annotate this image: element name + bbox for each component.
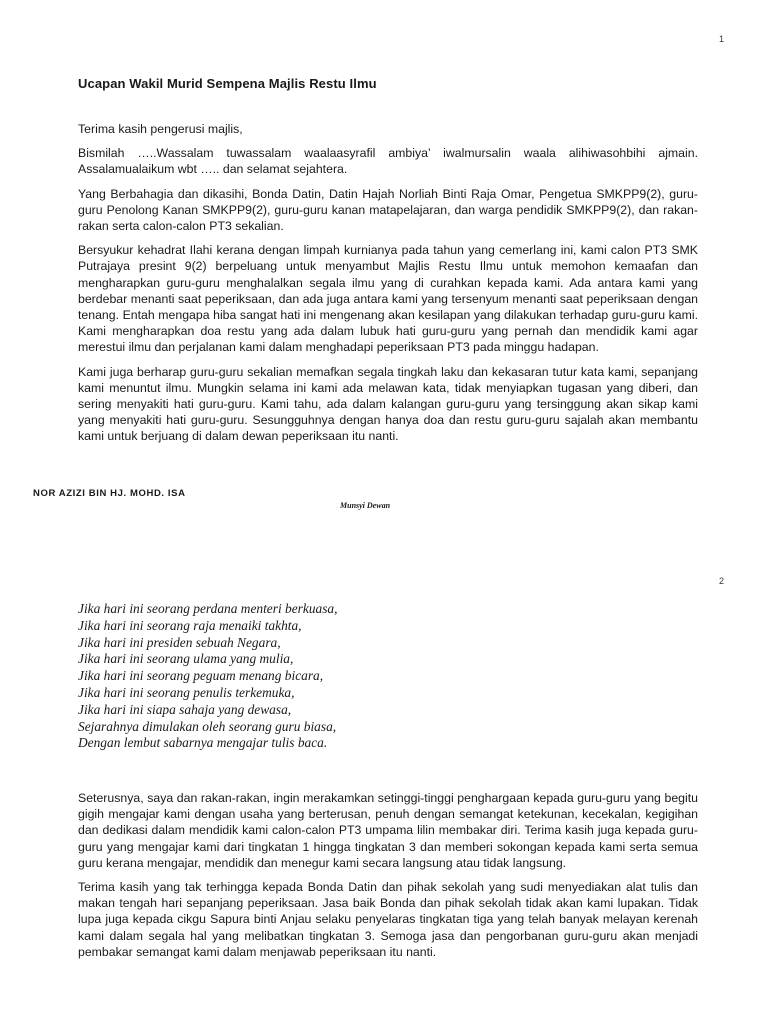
paragraph-apology: Kami juga berharap guru-guru sekalian memafkan segala tingkah laku dan kekasaran tutur kata kami, sepanjang kami menuntut ilmu. Mungkin selama ini kami ada melawan kata, tidak menyiapkan tugasan yang diberi, dan sering menyakiti hati guru-guru. Kami tahu, ada dalam kalangan guru-guru yang tersinggung akan sikap kami yang menyakiti hati guru-guru. Sesungguhnya dengan hanya doa dan restu guru-guru sajalah akan membantu kami untuk berjuang di dalam dewan peperiksaan itu nanti. <box>78 364 698 444</box>
poem-line: Jika hari ini seorang peguam menang bicara, <box>78 668 324 684</box>
speech-body-page-1 <box>78 121 698 453</box>
speech-body-page-2 <box>78 790 698 968</box>
poem-line: Jika hari ini seorang ulama yang mulia, <box>78 651 294 667</box>
poem-line: Dengan lembut sabarnya mengajar tulis baca. <box>78 735 328 751</box>
poem-line: Jika hari ini presiden sebuah Negara, <box>78 634 281 650</box>
page-number: 2 <box>719 576 725 586</box>
poem-line: Jika hari ini seorang raja menaiki takhta, <box>78 617 302 633</box>
document-title: Ucapan Wakil Murid Sempena Majlis Restu Ilmu <box>78 76 377 91</box>
signature-name: NOR AZIZI BIN HJ. MOHD. ISA <box>33 488 186 499</box>
paragraph-gratitude: Bersyukur kehadrat Ilahi kerana dengan limpah kurnianya pada tahun yang cemerlang ini, kami calon PT3 SMK Putrajaya presint 9(2) berpeluang untuk menyambut Majlis Restu Ilmu untuk memohon kemaafan dan mengharapkan guru-guru menghalalkan segala ilmu yang di curahkan kepada kami. Ada antara kami yang berdebar menanti saat peperiksaan, dan ada juga antara kami yang tersenyum menanti saat peperiksaan dengan tenang. Entah mengapa hiba sangat hati ini mengenang akan kesilapan yang dilakukan terhadap guru-guru kami. Kami mengharapkan doa restu yang ada dalam lubuk hati guru-guru yang pernah dan mendidik kami agar merestui ilmu dan perjalanan kami dalam menghadapi peperiksaan PT3 pada minggu hadapan. <box>78 243 698 355</box>
paragraph-thanks: Terima kasih yang tak terhingga kepada Bonda Datin dan pihak sekolah yang sudi menyediakan alat tulis dan makan tengah hari sepanjang peperiksaan. Jasa baik Bonda dan pihak sekolah tidak akan kami lupakan. Tidak lupa juga kepada cikgu Sapura binti Anjau selaku penyelaras tingkatan tiga yang telah banyak melayan kerenah kami dalam segala hal yang melibatkan tingkatan 3. Semoga jasa dan pengorbanan guru-guru akan menjadi pembakar semangat kami dalam menjawab peperiksaan itu nanti. <box>78 880 698 959</box>
paragraph-salutations: Yang Berbahagia dan dikasihi, Bonda Datin, Datin Hajah Norliah Binti Raja Omar, Pengetua SMKPP9(2), guru-guru Penolong Kanan SMKPP9(2), guru-guru kanan matapelajaran, dan warga pendidik SMKPP9(2), dan rakan-rakan serta calon-calon PT3 sekalian. <box>78 186 698 234</box>
page-number: 1 <box>719 34 725 44</box>
poem <box>78 601 337 752</box>
paragraph-greeting: Terima kasih pengerusi majlis, <box>78 122 243 136</box>
paragraph-bismilah: Bismilah …..Wassalam tuwassalam waalaasyrafil ambiya’ iwalmursalin waala alihiwasohbihi ajmain. Assalamualaikum wbt ….. dan selamat sejahtera. <box>78 146 698 177</box>
paragraph-appreciation: Seterusnya, saya dan rakan-rakan, ingin merakamkan setinggi-tinggi penghargaan kepada guru-guru yang begitu gigih mengajar kami dengan usaha yang berterusan, penuh dengan semangat ketekunan, kecekalan, kegigihan dan dedikasi dalam mendidik kami calon-calon PT3 umpama lilin membakar diri. Terima kasih juga kepada guru-guru yang mengajar kami dari tingkatan 1 hingga tingkatan 3 dan memberi sokongan kepada kami serta semua guru kerana mengajar, mendidik dan menegur kami secara langsung atau tidak langsung. <box>78 791 698 870</box>
signature-role: Munsyi Dewan <box>340 501 391 510</box>
poem-line: Jika hari ini siapa sahaja yang dewasa, <box>78 701 292 717</box>
poem-line: Jika hari ini seorang penulis terkemuka, <box>78 684 295 700</box>
poem-line: Jika hari ini seorang perdana menteri berkuasa, <box>78 601 338 616</box>
poem-line: Sejarahnya dimulakan oleh seorang guru biasa, <box>78 718 337 734</box>
